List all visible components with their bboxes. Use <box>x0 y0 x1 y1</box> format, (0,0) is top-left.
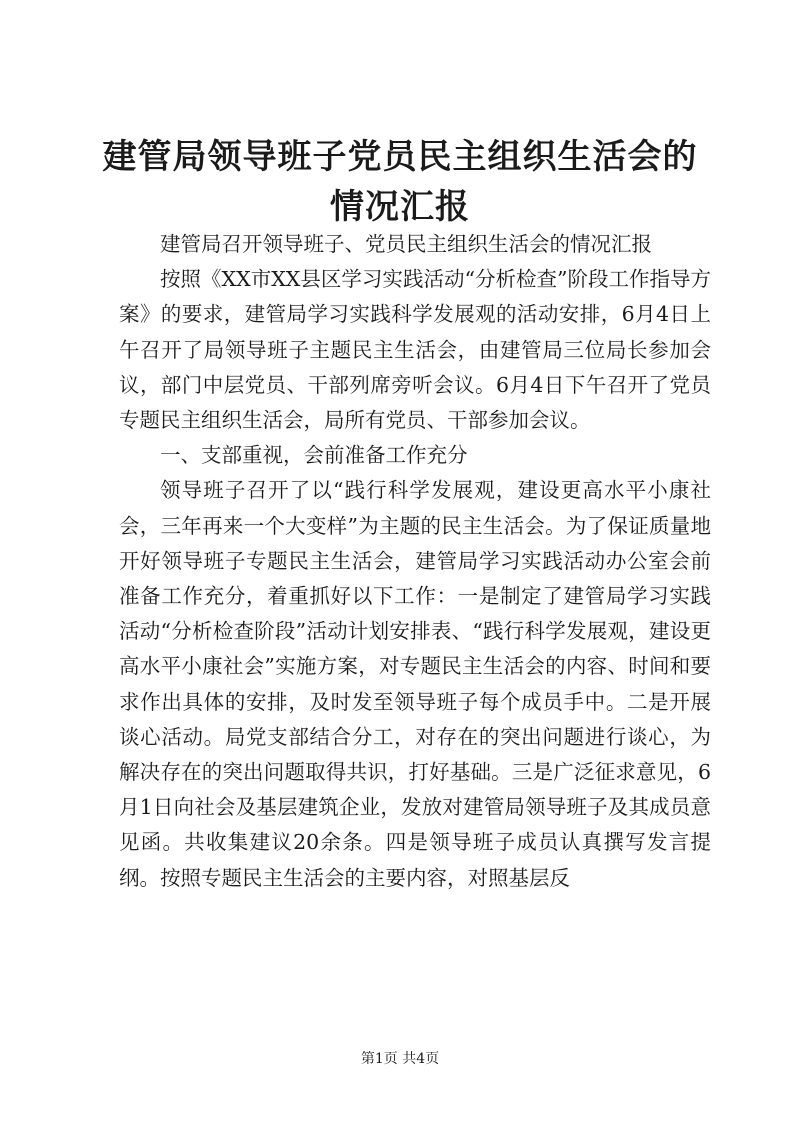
page-number-footer: 第1页 共4页 <box>360 1051 440 1067</box>
paragraph-preparation: 领导班子召开了以“践行科学发展观，建设更高水平小康社会，三年再来一个大变样”为主题的民主生活会。为了保证质量地开好领导班子专题民主生活会，建管局学习实践活动办公室会前准备工作充分，着重抓好以下工作：一是制定了建管局学习实践活动“分析检查阶段”活动计划安排表、“践行科学发展观，建设更高水平小康社会”实施方案，对专题民主生活会的内容、时间和要求作出具体的安排，及时发至领导班子每个成员手中。二是开展谈心活动。局党支部结合分工，对存在的突出问题进行谈心，为解决存在的突出问题取得共识，打好基础。三是广泛征求意见，6月1日向社会及基层建筑企业，发放对建管局领导班子及其成员意见函。共收集建议20余条。四是领导班子成员认真撰写发言提纲。按照专题民主生活会的主要内容，对照基层反 <box>119 478 711 890</box>
document-body <box>119 227 711 896</box>
document-title: 建管局领导班子党员民主组织生活会的情况汇报 <box>102 137 698 227</box>
paragraph-subtitle: 建管局召开领导班子、党员民主组织生活会的情况汇报 <box>160 232 652 256</box>
paragraph-intro: 按照《XX市XX县区学习实践活动“分析检查”阶段工作指导方案》的要求，建管局学习实践科学发展观的活动安排，6月4日上午召开了局领导班子主题民主生活会，由建管局三位局长参加会议，部门中层党员、干部列席旁听会议。6月4日下午召开了党员专题民主组织生活会，局所有党员、干部参加会议。 <box>119 267 711 433</box>
section-heading: 一、支部重视，会前准备工作充分 <box>160 443 468 468</box>
